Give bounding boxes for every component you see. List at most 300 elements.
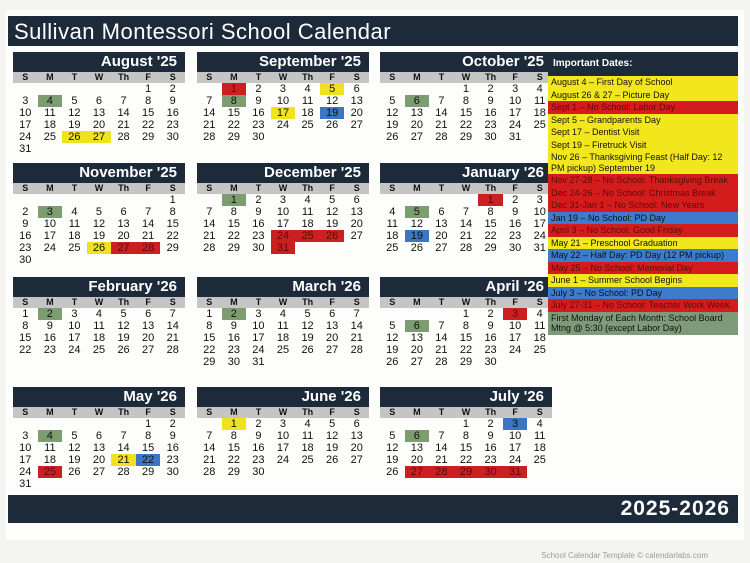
weekday-label: M (230, 407, 238, 417)
day-cell: 31 (509, 131, 522, 143)
day-cell: 22 (484, 230, 497, 242)
month-calendar (197, 387, 369, 478)
weekday-label: S (353, 72, 360, 82)
weekday-label: W (461, 297, 471, 307)
day-cell: 24 (509, 119, 522, 131)
day-cell: 18 (92, 332, 106, 344)
day-cell: 8 (206, 320, 213, 332)
day-grid (197, 308, 369, 368)
day-cell: 25 (386, 242, 399, 254)
day-cell: 27 (350, 454, 363, 466)
important-date-entry: Sept 19 – Firetruck Visit (548, 139, 738, 152)
weekday-label: S (206, 407, 213, 417)
day-cell: 12 (410, 218, 423, 230)
day-cell: 16 (252, 442, 265, 454)
weekday-label: F (145, 297, 151, 307)
day-cell: 23 (166, 454, 179, 466)
day-cell: 15 (142, 107, 155, 119)
empty-day-cell (111, 83, 136, 95)
day-cell: 15 (227, 107, 240, 119)
day-cell: 21 (203, 119, 216, 131)
day-cell: 25 (68, 242, 81, 254)
day-cell: 20 (117, 230, 130, 242)
day-cell: 13 (435, 218, 448, 230)
weekday-label: S (389, 297, 396, 307)
day-cell: 24 (43, 242, 56, 254)
day-cell: 23 (166, 119, 179, 131)
day-cell: 16 (166, 107, 179, 119)
weekday-header (13, 297, 185, 308)
day-cell: 5 (389, 430, 396, 442)
day-cell: 3 (503, 418, 528, 430)
weekday-label: Th (302, 72, 314, 82)
day-cell: 9 (230, 320, 237, 332)
weekday-label: S (206, 72, 213, 82)
important-date-entry: Dec 31-Jan 1 – No School: New Years (548, 199, 738, 212)
day-cell: 12 (117, 320, 130, 332)
day-cell: 10 (533, 206, 546, 218)
day-cell: 14 (459, 218, 473, 230)
day-cell: 18 (43, 454, 56, 466)
empty-day-cell (405, 418, 430, 430)
day-cell: 27 (111, 242, 136, 254)
empty-day-cell (197, 83, 222, 95)
weekday-label: S (22, 183, 29, 193)
day-cell: 13 (410, 442, 423, 454)
day-cell: 26 (68, 466, 81, 478)
day-cell: 16 (484, 332, 497, 344)
day-cell: 7 (438, 430, 445, 442)
day-cell: 19 (326, 442, 339, 454)
day-cell: 1 (462, 308, 470, 320)
day-cell: 28 (136, 242, 161, 254)
day-grid (13, 194, 185, 266)
important-date-entry: April 3 – No School: Good Friday (548, 224, 738, 237)
day-cell: 5 (389, 95, 396, 107)
day-cell: 24 (509, 454, 522, 466)
day-cell: 9 (512, 206, 519, 218)
empty-day-cell (38, 83, 63, 95)
day-cell: 1 (145, 83, 152, 95)
day-cell: 25 (295, 230, 320, 242)
day-cell: 28 (459, 242, 473, 254)
day-cell: 16 (252, 107, 265, 119)
day-cell: 27 (350, 230, 363, 242)
weekday-label: S (169, 297, 176, 307)
day-cell: 8 (230, 206, 237, 218)
day-cell: 28 (429, 466, 454, 478)
day-cell: 6 (405, 95, 430, 107)
day-cell: 21 (166, 332, 179, 344)
day-cell: 30 (484, 131, 497, 143)
month-title: October '25 (380, 52, 552, 72)
day-cell: 20 (326, 332, 339, 344)
day-cell: 12 (386, 332, 399, 344)
weekday-label: W (278, 297, 288, 307)
day-cell: 3 (279, 418, 287, 430)
day-cell: 28 (166, 344, 179, 356)
day-grid (197, 194, 369, 254)
day-cell: 14 (350, 320, 363, 332)
day-cell: 27 (410, 131, 423, 143)
day-cell: 21 (350, 332, 363, 344)
day-grid (13, 308, 185, 356)
day-cell: 15 (203, 332, 216, 344)
weekday-label: Th (302, 407, 314, 417)
day-cell: 1 (462, 418, 470, 430)
day-cell: 25 (92, 344, 106, 356)
important-date-entry: First Monday of Each Month: School Board Mtng @ 5:30 (except Labor Day) (548, 312, 738, 335)
day-cell: 25 (301, 454, 314, 466)
day-cell: 26 (326, 119, 339, 131)
weekday-label: T (71, 297, 78, 307)
day-cell: 10 (276, 95, 290, 107)
weekday-label: F (512, 297, 518, 307)
day-cell: 20 (410, 119, 423, 131)
day-cell: 16 (509, 218, 522, 230)
day-cell: 1 (145, 418, 152, 430)
empty-day-cell (38, 418, 63, 430)
empty-day-cell (197, 418, 222, 430)
day-cell: 15 (484, 218, 497, 230)
day-cell: 10 (68, 320, 81, 332)
month-title: March '26 (197, 277, 369, 297)
weekday-label: T (71, 407, 78, 417)
important-date-entry: August 4 – First Day of School (548, 76, 738, 89)
day-cell: 20 (435, 230, 448, 242)
day-cell: 7 (438, 320, 445, 332)
day-cell: 19 (301, 332, 314, 344)
day-cell: 6 (353, 418, 360, 430)
day-cell: 16 (43, 332, 56, 344)
day-cell: 14 (117, 442, 130, 454)
day-cell: 1 (222, 418, 247, 430)
day-cell: 23 (509, 230, 522, 242)
day-cell: 2 (255, 83, 262, 95)
day-cell: 21 (142, 230, 155, 242)
day-cell: 6 (405, 430, 430, 442)
weekday-label: Th (485, 72, 497, 82)
weekday-label: S (206, 297, 213, 307)
weekday-label: F (329, 297, 335, 307)
weekday-label: W (94, 297, 104, 307)
day-cell: 5 (120, 308, 127, 320)
day-cell: 15 (459, 332, 473, 344)
day-cell: 17 (276, 218, 290, 230)
day-cell: 10 (276, 206, 290, 218)
empty-day-cell (380, 418, 405, 430)
day-grid (380, 418, 552, 478)
weekday-label: T (255, 407, 262, 417)
weekday-label: Th (485, 407, 497, 417)
day-cell: 25 (301, 119, 314, 131)
day-cell: 19 (68, 119, 81, 131)
day-cell: 13 (350, 95, 363, 107)
month-title: July '26 (380, 387, 552, 407)
day-cell: 6 (95, 430, 103, 442)
weekday-label: S (169, 183, 176, 193)
day-cell: 11 (386, 218, 398, 230)
weekday-label: Th (118, 407, 130, 417)
weekday-label: S (206, 183, 213, 193)
day-cell: 14 (203, 442, 216, 454)
day-cell: 28 (203, 466, 216, 478)
day-cell: 4 (304, 83, 311, 95)
day-cell: 7 (169, 308, 176, 320)
weekday-label: M (413, 407, 421, 417)
page-title: Sullivan Montessori School Calendar (14, 19, 392, 44)
day-cell: 20 (410, 344, 423, 356)
weekday-label: T (255, 72, 262, 82)
weekday-label: F (329, 407, 335, 417)
month-title: June '26 (197, 387, 369, 407)
day-cell: 5 (389, 320, 396, 332)
day-cell: 4 (71, 206, 78, 218)
day-grid (197, 418, 369, 478)
day-cell: 12 (326, 430, 339, 442)
day-cell: 13 (350, 206, 363, 218)
day-cell: 21 (459, 230, 473, 242)
important-date-entry: July 3 – No School: PD Day (548, 287, 738, 300)
weekday-label: S (536, 183, 543, 193)
weekday-label: F (329, 72, 335, 82)
day-cell: 19 (386, 344, 399, 356)
important-date-entry: May 21 – Preschool Graduation (548, 237, 738, 250)
weekday-label: T (71, 183, 78, 193)
day-cell: 29 (166, 242, 179, 254)
weekday-label: F (512, 407, 518, 417)
weekday-label: S (536, 297, 543, 307)
day-cell: 7 (120, 430, 127, 442)
weekday-label: F (512, 183, 518, 193)
weekday-label: T (71, 72, 78, 82)
empty-day-cell (62, 194, 87, 206)
day-cell: 2 (38, 308, 63, 320)
weekday-label: Th (485, 297, 497, 307)
day-cell: 9 (487, 95, 494, 107)
day-cell: 26 (301, 344, 314, 356)
day-cell: 6 (353, 194, 360, 206)
day-grid (197, 83, 369, 143)
empty-day-cell (62, 83, 87, 95)
day-cell: 3 (512, 83, 519, 95)
day-cell: 30 (252, 242, 265, 254)
weekday-label: T (438, 72, 445, 82)
day-cell: 26 (326, 454, 339, 466)
day-cell: 11 (44, 442, 56, 454)
day-cell: 7 (438, 95, 445, 107)
day-cell: 20 (350, 442, 363, 454)
day-cell: 2 (487, 83, 494, 95)
day-cell: 13 (326, 320, 339, 332)
day-cell: 17 (19, 119, 32, 131)
day-cell: 18 (301, 442, 314, 454)
day-cell: 9 (22, 218, 29, 230)
month-calendar (13, 163, 185, 266)
weekday-header (13, 183, 185, 194)
empty-day-cell (111, 418, 136, 430)
day-cell: 17 (43, 230, 56, 242)
day-cell: 29 (142, 131, 155, 143)
day-cell: 14 (435, 332, 448, 344)
weekday-label: W (278, 72, 288, 82)
day-cell: 31 (533, 242, 546, 254)
day-cell: 29 (459, 131, 473, 143)
month-title: January '26 (380, 163, 552, 183)
day-cell: 31 (19, 478, 32, 490)
day-cell: 6 (438, 206, 445, 218)
empty-day-cell (87, 418, 112, 430)
day-cell: 12 (92, 218, 106, 230)
weekday-header (197, 183, 369, 194)
month-title: August '25 (13, 52, 185, 72)
day-cell: 14 (435, 107, 448, 119)
weekday-label: Th (118, 183, 130, 193)
day-cell: 11 (44, 107, 56, 119)
day-cell: 6 (95, 95, 103, 107)
day-cell: 2 (512, 194, 519, 206)
empty-day-cell (380, 194, 405, 206)
day-cell: 18 (386, 230, 399, 242)
month-title: May '26 (13, 387, 185, 407)
day-cell: 22 (459, 119, 473, 131)
empty-day-cell (429, 83, 454, 95)
day-cell: 28 (435, 356, 448, 368)
day-cell: 2 (255, 194, 262, 206)
weekday-label: Th (485, 183, 497, 193)
important-dates-header: Important Dates: (548, 52, 738, 76)
day-cell: 11 (301, 206, 314, 218)
day-cell: 24 (276, 454, 290, 466)
day-cell: 27 (142, 344, 155, 356)
weekday-label: F (145, 407, 151, 417)
day-cell: 5 (329, 418, 336, 430)
important-date-entry: July 27-31 – No School: Teacher Work Week (548, 299, 738, 312)
day-cell: 29 (227, 131, 240, 143)
weekday-label: M (413, 297, 421, 307)
day-cell: 17 (19, 454, 32, 466)
day-cell: 15 (227, 442, 240, 454)
day-cell: 27 (326, 344, 339, 356)
day-cell: 30 (166, 466, 179, 478)
day-cell: 18 (301, 218, 314, 230)
day-cell: 12 (326, 95, 339, 107)
day-cell: 5 (405, 206, 430, 218)
empty-day-cell (380, 83, 405, 95)
month-calendar (13, 277, 185, 356)
day-cell: 22 (227, 454, 240, 466)
month-calendar (197, 277, 369, 368)
day-cell: 30 (227, 356, 240, 368)
weekday-label: S (22, 297, 29, 307)
day-cell: 7 (206, 206, 213, 218)
day-cell: 10 (509, 320, 522, 332)
day-cell: 24 (533, 230, 546, 242)
day-cell: 4 (95, 308, 103, 320)
day-cell: 1 (462, 83, 470, 95)
day-cell: 31 (271, 242, 296, 254)
day-cell: 12 (68, 107, 81, 119)
day-cell: 31 (503, 466, 528, 478)
month-calendar (380, 277, 552, 368)
day-cell: 6 (353, 83, 360, 95)
day-cell: 26 (117, 344, 130, 356)
day-cell: 18 (533, 107, 546, 119)
day-cell: 2 (222, 308, 247, 320)
important-date-entry: June 1 – Summer School Begins (548, 274, 738, 287)
empty-day-cell (38, 194, 63, 206)
weekday-label: T (255, 183, 262, 193)
weekday-label: M (46, 407, 54, 417)
day-cell: 29 (142, 466, 155, 478)
day-cell: 23 (43, 344, 56, 356)
day-cell: 4 (304, 418, 311, 430)
day-cell: 8 (145, 430, 152, 442)
weekday-label: F (145, 72, 151, 82)
day-cell: 8 (462, 320, 470, 332)
day-cell: 23 (252, 454, 265, 466)
day-cell: 29 (203, 356, 216, 368)
weekday-label: S (169, 72, 176, 82)
day-cell: 11 (277, 320, 289, 332)
day-cell: 12 (68, 442, 81, 454)
important-date-entry: Sept 17 – Dentist Visit (548, 126, 738, 139)
day-cell: 29 (459, 356, 473, 368)
weekday-header (13, 72, 185, 83)
weekday-label: Th (118, 297, 130, 307)
weekday-header (197, 72, 369, 83)
day-cell: 29 (484, 242, 497, 254)
day-cell: 22 (19, 344, 32, 356)
month-calendar (197, 52, 369, 143)
day-cell: 3 (71, 308, 78, 320)
weekday-header (197, 297, 369, 308)
day-cell: 18 (276, 332, 290, 344)
day-cell: 5 (329, 194, 336, 206)
empty-day-cell (197, 194, 222, 206)
day-cell: 2 (255, 418, 262, 430)
day-cell: 11 (301, 95, 314, 107)
important-date-entry: May 22 – Half Day: PD Day (12 PM pickup) (548, 249, 738, 262)
day-cell: 6 (329, 308, 336, 320)
day-cell: 30 (252, 466, 265, 478)
day-cell: 24 (19, 466, 32, 478)
day-cell: 27 (410, 356, 423, 368)
day-cell: 18 (301, 107, 314, 119)
day-cell: 20 (92, 454, 106, 466)
day-cell: 2 (487, 308, 494, 320)
day-cell: 24 (68, 344, 81, 356)
day-cell: 19 (320, 107, 345, 119)
day-cell: 22 (227, 119, 240, 131)
day-cell: 8 (22, 320, 29, 332)
day-cell: 30 (252, 131, 265, 143)
day-cell: 2 (169, 83, 176, 95)
empty-day-cell (454, 194, 479, 206)
day-cell: 1 (478, 194, 503, 206)
day-cell: 1 (206, 308, 213, 320)
weekday-label: M (46, 72, 54, 82)
day-cell: 1 (222, 194, 247, 206)
day-cell: 21 (435, 454, 448, 466)
day-cell: 19 (386, 454, 399, 466)
day-cell: 13 (117, 218, 130, 230)
day-cell: 25 (43, 131, 56, 143)
month-calendar (13, 52, 185, 155)
day-cell: 29 (227, 242, 240, 254)
day-cell: 22 (459, 344, 473, 356)
empty-day-cell (62, 418, 87, 430)
